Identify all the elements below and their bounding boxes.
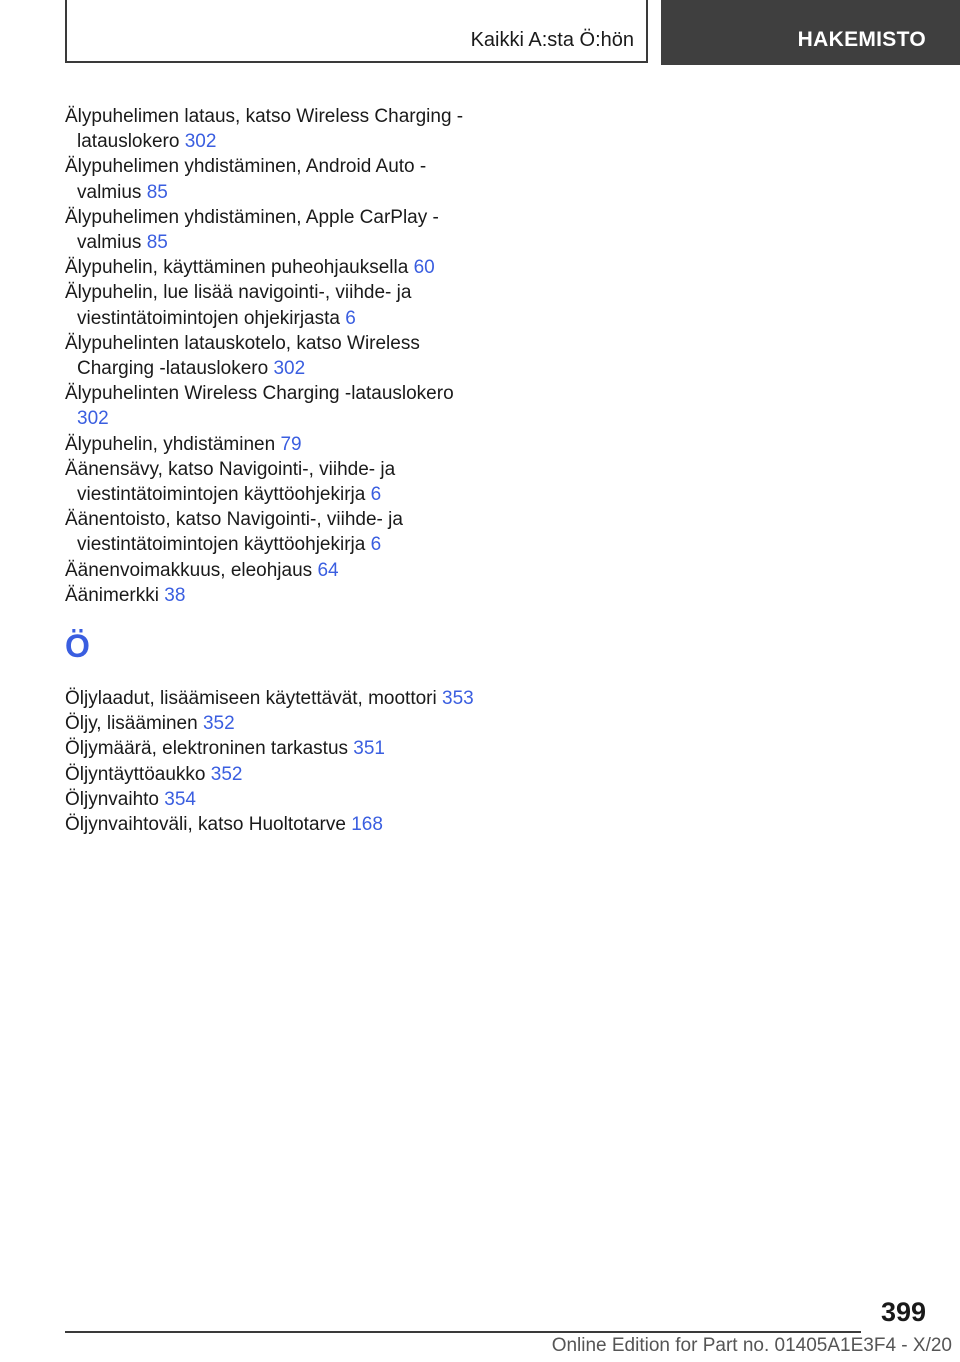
entry-text: Öljylaadut, lisäämiseen käytettävät, moottori [65,688,437,710]
entry-page-link[interactable]: 168 [351,814,383,836]
entry-text: Älypuhelin, käyttäminen puheohjauksella [65,257,409,279]
entry-page-link[interactable]: 352 [210,763,243,785]
index-entry [65,583,485,608]
index-entry [65,762,485,787]
entry-page-link[interactable]: 302 [184,131,217,153]
index-entry [65,381,485,431]
section-subtitle: Kaikki A:sta Ö:hön [470,29,634,51]
entry-text: Äänimerkki [65,584,159,606]
index-entry [65,812,485,837]
section-tab[interactable] [661,0,960,65]
index-entry [65,457,485,507]
entry-page-link[interactable]: 6 [370,534,382,556]
index-entry [65,686,485,711]
index-entry [65,507,485,557]
entry-text: Äänensävy, katso Navigointi-, viihde- ja viestintätoimintojen käyttöohjekirja [65,458,396,506]
header-frame [65,0,648,63]
entry-page-link[interactable]: 85 [146,232,168,254]
index-entry [65,280,485,330]
entries-a [65,104,485,608]
entry-text: Älypuhelimen yhdistäminen, Apple CarPlay -valmius [65,206,439,254]
entry-page-link[interactable]: 6 [370,484,382,506]
entry-page-link[interactable]: 354 [164,788,196,810]
entry-page-link[interactable]: 79 [280,433,302,455]
index-entry [65,558,485,583]
entry-page-link[interactable]: 64 [317,559,339,581]
entry-text: Öljyntäyttöaukko [65,763,206,785]
entry-page-link[interactable]: 38 [164,584,186,606]
entry-text: Älypuhelin, lue lisää navigointi-, viihde- ja viestintätoimintojen ohjekirjasta [65,282,412,329]
footer-text: Online Edition for Part no. 01405A1E3F4 - X/20 [551,1335,952,1356]
entry-text: Öljynvaihto [65,788,159,810]
index-entry [65,154,485,204]
entry-text: Älypuhelimen lataus, katso Wireless Charging -latauslokero [65,106,464,153]
entry-page-link[interactable]: 353 [442,688,474,710]
page-number: 399 [880,1297,926,1327]
index-entry [65,787,485,812]
index-entry [65,432,485,457]
section-tab-label: HAKEMISTO [797,28,926,51]
entry-text: Öljymäärä, elektroninen tarkastus [65,738,349,760]
entry-text: Älypuhelin, yhdistäminen [65,433,276,455]
index-entry [65,331,485,381]
entry-page-link[interactable]: 60 [413,257,435,279]
entry-page-link[interactable]: 6 [345,307,356,329]
entry-page-link[interactable]: 302 [77,408,109,430]
index-entry [65,255,485,280]
entries-o [65,686,485,837]
entry-page-link[interactable]: 352 [202,713,235,735]
entry-text: Öljynvaihtoväli, katso Huoltotarve [65,814,346,836]
index-entry [65,711,485,736]
entry-text: Öljy, lisääminen [65,713,198,735]
section-letter: Ö [65,628,90,665]
entry-page-link[interactable]: 85 [146,181,168,203]
entry-text: Äänentoisto, katso Navigointi-, viihde- ja viestintätoimintojen käyttöohjekirja [65,509,403,556]
index-entry [65,104,485,154]
entry-text: Älypuhelinten latauskotelo, katso Wireless Charging -latauslokero [65,332,420,380]
entry-text: Äänenvoimakkuus, eleohjaus [65,559,313,581]
footer-divider [65,1331,861,1333]
index-column [65,104,485,837]
entry-page-link[interactable]: 351 [353,738,385,760]
index-entry [65,205,485,255]
entry-page-link[interactable]: 302 [273,358,306,380]
entry-text: Älypuhelimen yhdistäminen, Android Auto -valmius [65,156,427,203]
entry-text: Älypuhelinten Wireless Charging -latauslokero [65,383,454,405]
index-entry [65,736,485,761]
